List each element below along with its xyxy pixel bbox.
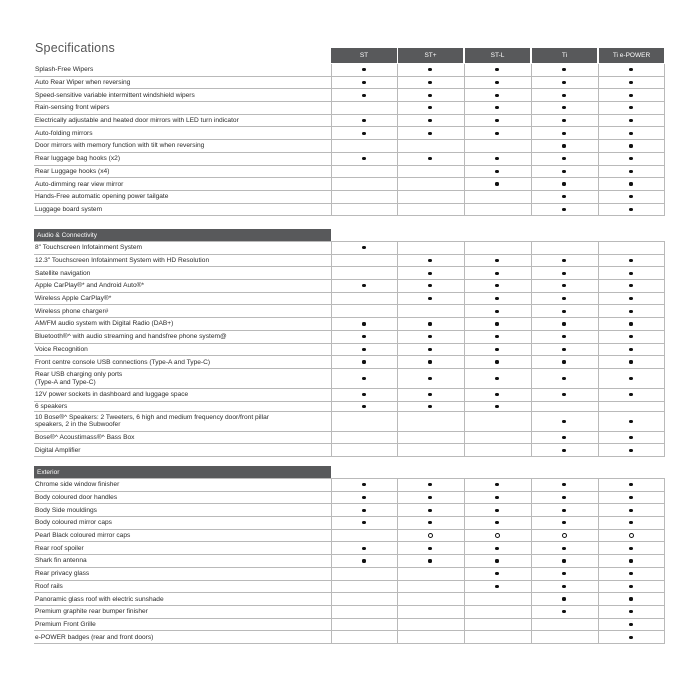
table-row (34, 242, 664, 255)
optional-mark (425, 533, 435, 540)
feature-label: Luggage board system (35, 205, 103, 213)
feature-label: 6 speakers (35, 402, 68, 410)
table-row (34, 479, 664, 492)
table-row (34, 128, 664, 141)
standard-mark (492, 334, 502, 340)
standard-mark (425, 118, 435, 124)
feature-label: Roof rails (35, 582, 63, 590)
feature-label: Speed-sensitive variable intermittent windshield wipers (35, 91, 195, 99)
standard-mark (359, 93, 369, 99)
standard-mark (492, 520, 502, 526)
column-divider (598, 241, 599, 457)
column-divider (397, 241, 398, 457)
table-row (34, 331, 664, 344)
standard-mark (626, 207, 636, 213)
standard-mark (359, 495, 369, 501)
standard-mark (492, 392, 502, 398)
standard-mark (626, 546, 636, 552)
standard-mark (359, 520, 369, 526)
standard-mark (425, 271, 435, 277)
standard-mark (425, 105, 435, 111)
column-header: ST (331, 48, 397, 63)
standard-mark (626, 571, 636, 577)
column-header: ST-L (465, 48, 530, 63)
standard-mark (492, 482, 502, 488)
column-divider (331, 241, 332, 457)
feature-label: Splash-Free Wipers (35, 66, 94, 74)
column-divider (531, 478, 532, 644)
standard-mark (559, 609, 569, 615)
standard-mark (626, 105, 636, 111)
standard-mark (626, 622, 636, 628)
standard-mark (559, 546, 569, 552)
standard-mark (425, 392, 435, 398)
table-row (34, 631, 664, 644)
feature-label: Body Side mouldings (35, 506, 97, 514)
standard-mark (492, 271, 502, 277)
feature-label: 12V power sockets in dashboard and luggage space (35, 391, 189, 399)
standard-mark (626, 520, 636, 526)
table-row (34, 77, 664, 90)
standard-mark (492, 156, 502, 162)
standard-mark (559, 584, 569, 590)
column-divider (331, 64, 332, 216)
feature-label: Auto Rear Wiper when reversing (35, 78, 131, 86)
page-title: Specifications (35, 41, 115, 55)
standard-mark (626, 283, 636, 289)
standard-mark (626, 376, 636, 382)
feature-label: Panoramic glass roof with electric sunshade (35, 595, 164, 603)
feature-label: e-POWER badges (rear and front doors) (35, 633, 154, 641)
table-row (34, 178, 664, 191)
standard-mark (425, 156, 435, 162)
standard-mark (492, 67, 502, 73)
standard-mark (492, 118, 502, 124)
feature-label: 10 Bose®^ Speakers: 2 Tweeters, 6 high and medium frequency door/front pillar speakers, 2 in the Subwoofer (35, 413, 269, 429)
table-row (34, 255, 664, 268)
standard-mark (559, 376, 569, 382)
table-row (34, 102, 664, 115)
table-row (34, 191, 664, 204)
standard-mark (626, 334, 636, 340)
feature-label: Rear privacy glass (35, 570, 90, 578)
column-divider (531, 64, 532, 216)
feature-label: Voice Recognition (35, 345, 88, 353)
table-row (34, 89, 664, 102)
standard-mark (359, 559, 369, 565)
standard-mark (559, 271, 569, 277)
table-row (34, 306, 664, 319)
standard-mark (425, 347, 435, 353)
standard-mark (492, 105, 502, 111)
feature-label: Shark fin antenna (35, 557, 87, 565)
table-row (34, 504, 664, 517)
feature-label: Electrically adjustable and heated door mirrors with LED turn indicator (35, 117, 239, 125)
column-divider (598, 478, 599, 644)
standard-mark (359, 392, 369, 398)
standard-mark (626, 118, 636, 124)
standard-mark (492, 80, 502, 86)
table-row (34, 432, 664, 445)
standard-mark (359, 376, 369, 382)
standard-mark (492, 404, 502, 410)
standard-mark (559, 360, 569, 366)
standard-mark (559, 207, 569, 213)
standard-mark (425, 93, 435, 99)
column-divider (464, 241, 465, 457)
standard-mark (492, 258, 502, 264)
standard-mark (425, 360, 435, 366)
feature-label: Front centre console USB connections (Type-A and Type-C) (35, 358, 211, 366)
feature-label: AM/FM audio system with Digital Radio (DAB+) (35, 320, 174, 328)
standard-mark (559, 309, 569, 315)
standard-mark (626, 194, 636, 200)
standard-mark (425, 520, 435, 526)
table-row (34, 140, 664, 153)
column-header: ST+ (398, 48, 463, 63)
standard-mark (492, 376, 502, 382)
standard-mark (626, 322, 636, 328)
feature-label: Premium graphite rear bumper finisher (35, 608, 148, 616)
feature-label: Body coloured door handles (35, 493, 118, 501)
standard-mark (559, 93, 569, 99)
feature-label: Wireless Apple CarPlay®* (35, 295, 112, 303)
standard-mark (559, 482, 569, 488)
standard-mark (559, 194, 569, 200)
standard-mark (492, 322, 502, 328)
column-divider (464, 64, 465, 216)
standard-mark (492, 495, 502, 501)
feature-label: Bose®^ Acoustimass®^ Bass Box (35, 433, 135, 441)
feature-label: Rear USB charging only ports (Type-A and Type-C) (35, 371, 123, 386)
standard-mark (492, 131, 502, 137)
standard-mark (359, 347, 369, 353)
standard-mark (559, 131, 569, 137)
table-row (34, 356, 664, 369)
feature-label: 8" Touchscreen Infotainment System (35, 244, 143, 252)
standard-mark (626, 258, 636, 264)
standard-mark (359, 508, 369, 514)
standard-mark (626, 296, 636, 302)
table-row (34, 153, 664, 166)
table-row (34, 492, 664, 505)
standard-mark (425, 495, 435, 501)
standard-mark (559, 156, 569, 162)
standard-mark (626, 635, 636, 641)
feature-label: Wireless phone charger# (35, 307, 109, 315)
standard-mark (559, 283, 569, 289)
standard-mark (492, 360, 502, 366)
feature-label: Auto-folding mirrors (35, 129, 93, 137)
standard-mark (425, 296, 435, 302)
standard-mark (425, 283, 435, 289)
standard-mark (559, 144, 569, 150)
table-row (34, 318, 664, 331)
feature-label: Rear Luggage hooks (x4) (35, 167, 110, 175)
table-row (34, 568, 664, 581)
standard-mark (626, 169, 636, 175)
table-row (34, 280, 664, 293)
standard-mark (559, 118, 569, 124)
standard-mark (626, 347, 636, 353)
standard-mark (359, 334, 369, 340)
standard-mark (626, 419, 636, 425)
standard-mark (626, 67, 636, 73)
standard-mark (359, 118, 369, 124)
standard-mark (492, 169, 502, 175)
standard-mark (559, 105, 569, 111)
feature-label: Satellite navigation (35, 269, 91, 277)
standard-mark (626, 559, 636, 565)
section-header: Audio & Connectivity (34, 229, 331, 242)
column-header: Ti e-POWER (599, 48, 664, 63)
feature-label: Apple CarPlay®* and Android Auto®* (35, 282, 145, 290)
feature-label: Rear luggage bag hooks (x2) (35, 155, 121, 163)
standard-mark (626, 360, 636, 366)
standard-mark (359, 482, 369, 488)
standard-mark (559, 571, 569, 577)
standard-mark (359, 156, 369, 162)
standard-mark (626, 309, 636, 315)
table-row (34, 581, 664, 594)
standard-mark (559, 67, 569, 73)
feature-label: Bluetooth®^ with audio streaming and handsfree phone system@ (35, 333, 227, 341)
table-row (34, 115, 664, 128)
standard-mark (626, 144, 636, 150)
standard-mark (359, 131, 369, 137)
standard-mark (626, 435, 636, 441)
column-divider (531, 241, 532, 457)
table-row (34, 369, 664, 389)
standard-mark (425, 404, 435, 410)
table-row (34, 204, 664, 217)
table-row (34, 267, 664, 280)
standard-mark (626, 93, 636, 99)
standard-mark (425, 559, 435, 565)
standard-mark (626, 392, 636, 398)
standard-mark (425, 131, 435, 137)
standard-mark (425, 508, 435, 514)
standard-mark (559, 435, 569, 441)
table-row (34, 64, 664, 77)
feature-label: Rain-sensing front wipers (35, 104, 110, 112)
standard-mark (492, 571, 502, 577)
standard-mark (626, 609, 636, 615)
feature-label: Hands-Free automatic opening power tailgate (35, 193, 169, 201)
standard-mark (425, 482, 435, 488)
standard-mark (425, 334, 435, 340)
standard-mark (559, 392, 569, 398)
table-row (34, 389, 664, 402)
standard-mark (626, 495, 636, 501)
standard-mark (559, 448, 569, 454)
standard-mark (559, 559, 569, 565)
standard-mark (626, 508, 636, 514)
standard-mark (425, 67, 435, 73)
standard-mark (359, 80, 369, 86)
standard-mark (559, 347, 569, 353)
standard-mark (492, 508, 502, 514)
table-row (34, 344, 664, 357)
standard-mark (626, 597, 636, 603)
section-header: Exterior (34, 466, 331, 479)
standard-mark (359, 546, 369, 552)
table-row (34, 606, 664, 619)
table-row (34, 530, 664, 543)
standard-mark (559, 597, 569, 603)
column-divider (397, 64, 398, 216)
standard-mark (492, 347, 502, 353)
feature-label: Rear roof spoiler (35, 544, 84, 552)
standard-mark (559, 520, 569, 526)
optional-mark (626, 533, 636, 540)
standard-mark (359, 67, 369, 73)
standard-mark (425, 258, 435, 264)
standard-mark (425, 546, 435, 552)
standard-mark (425, 376, 435, 382)
standard-mark (559, 182, 569, 188)
standard-mark (559, 296, 569, 302)
column-divider (664, 478, 665, 644)
standard-mark (425, 80, 435, 86)
standard-mark (359, 404, 369, 410)
standard-mark (359, 283, 369, 289)
standard-mark (359, 322, 369, 328)
standard-mark (626, 482, 636, 488)
column-divider (664, 241, 665, 457)
column-divider (464, 478, 465, 644)
standard-mark (626, 182, 636, 188)
standard-mark (492, 584, 502, 590)
standard-mark (626, 80, 636, 86)
table-row (34, 166, 664, 179)
feature-label: Auto-dimming rear view mirror (35, 180, 124, 188)
feature-label: Chrome side window finisher (35, 481, 120, 489)
standard-mark (559, 169, 569, 175)
standard-mark (492, 296, 502, 302)
standard-mark (559, 508, 569, 514)
table-row (34, 543, 664, 556)
standard-mark (559, 258, 569, 264)
standard-mark (626, 271, 636, 277)
standard-mark (559, 495, 569, 501)
column-header: Ti (532, 48, 597, 63)
table-row (34, 444, 664, 457)
standard-mark (492, 309, 502, 315)
feature-label: Door mirrors with memory function with tilt when reversing (35, 142, 205, 150)
standard-mark (359, 245, 369, 251)
column-divider (397, 478, 398, 644)
standard-mark (425, 322, 435, 328)
table-row (34, 293, 664, 306)
column-divider (331, 478, 332, 644)
standard-mark (626, 584, 636, 590)
table-row (34, 402, 664, 412)
table-row (34, 517, 664, 530)
standard-mark (359, 360, 369, 366)
table-row (34, 619, 664, 632)
table-row (34, 555, 664, 568)
table-row (34, 412, 664, 432)
standard-mark (559, 80, 569, 86)
standard-mark (559, 334, 569, 340)
standard-mark (559, 419, 569, 425)
feature-label: Premium Front Grille (35, 620, 96, 628)
standard-mark (492, 559, 502, 565)
feature-label: 12.3" Touchscreen Infotainment System with HD Resolution (35, 256, 210, 264)
standard-mark (626, 448, 636, 454)
standard-mark (492, 182, 502, 188)
feature-label: Pearl Black coloured mirror caps (35, 532, 131, 540)
column-divider (664, 64, 665, 216)
standard-mark (492, 546, 502, 552)
column-divider (598, 64, 599, 216)
standard-mark (559, 322, 569, 328)
standard-mark (492, 93, 502, 99)
table-row (34, 593, 664, 606)
optional-mark (559, 533, 569, 540)
feature-label: Body coloured mirror caps (35, 519, 112, 527)
standard-mark (626, 156, 636, 162)
feature-label: Digital Amplifier (35, 446, 81, 454)
optional-mark (492, 533, 502, 540)
standard-mark (626, 131, 636, 137)
standard-mark (492, 283, 502, 289)
